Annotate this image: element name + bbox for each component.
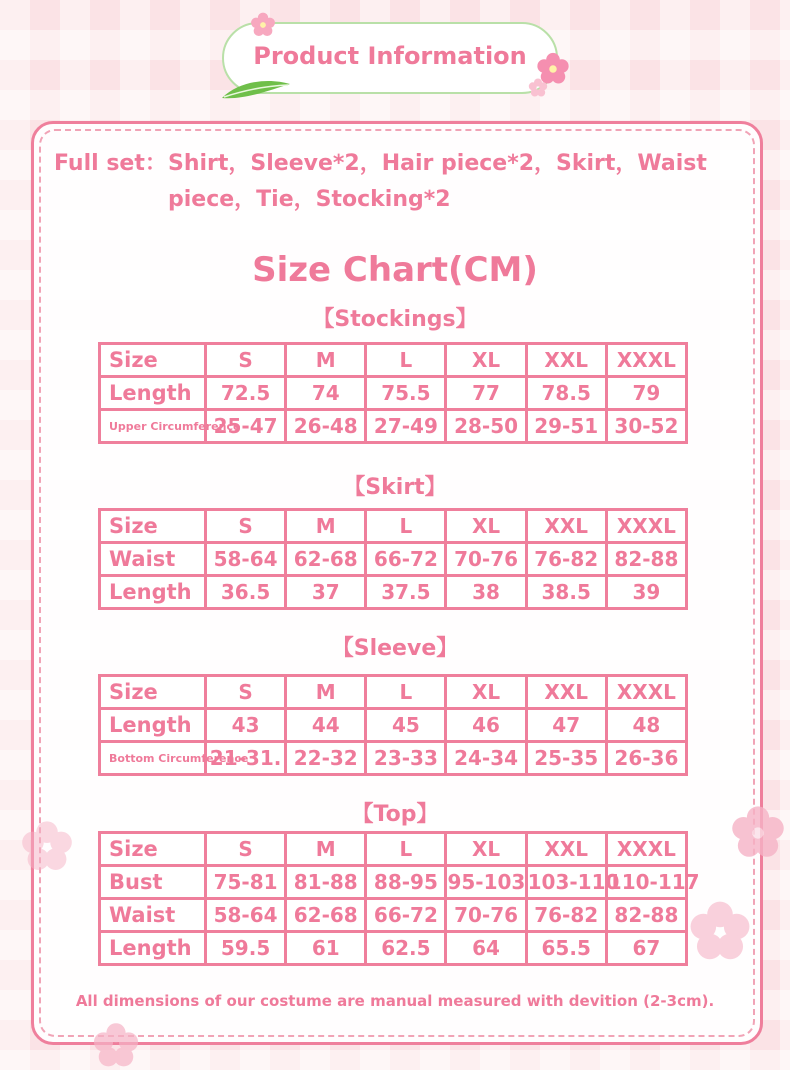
size-column-header: M [286,833,366,866]
table-cell: 76-82 [526,543,606,576]
row-label-cell: Length [100,377,206,410]
table-cell: 26-48 [286,410,366,443]
size-column-header: S [206,676,286,709]
stockings-size-table [98,342,688,444]
table-cell: 78.5 [526,377,606,410]
full-set-description [54,146,754,218]
table-cell: 24-34 [446,742,526,775]
size-column-header: L [366,676,446,709]
table-cell: 72.5 [206,377,286,410]
table-cell: 22-32 [286,742,366,775]
row-label-cell: Length [100,576,206,609]
row-label-cell: Waist [100,543,206,576]
table-cell: 25-35 [526,742,606,775]
size-column-header: S [206,344,286,377]
table-cell: 66-72 [366,899,446,932]
table-cell: 77 [446,377,526,410]
table-cell: 67 [606,932,686,965]
table-cell: 58-64 [206,543,286,576]
size-column-header: L [366,833,446,866]
table-cell: 23-33 [366,742,446,775]
table-cell: 76-82 [526,899,606,932]
table-row [100,709,687,742]
table-cell: 82-88 [606,543,686,576]
table-cell: 38.5 [526,576,606,609]
table-cell: 39 [606,576,686,609]
stockings-section-title: 【Stockings】 [312,307,478,332]
size-column-header: XXL [526,344,606,377]
table-header-row [100,833,687,866]
table-cell: 29-51 [526,410,606,443]
size-column-header: XXL [526,676,606,709]
full-set-line-1: Shirt，Sleeve*2，Hair piece*2，Skirt，Waist [168,151,707,176]
table-row [100,866,687,899]
table-header-row [100,344,687,377]
table-cell: 95-103 [446,866,526,899]
sakura-flower-icon [528,78,548,98]
table-cell: 58-64 [206,899,286,932]
row-label-cell: Length [100,932,206,965]
skirt-size-table [98,508,688,610]
table-header-row [100,510,687,543]
table-cell: 70-76 [446,543,526,576]
full-set-label: Full set： [54,151,167,176]
row-label-cell: Waist [100,899,206,932]
size-header-cell: Size [100,510,206,543]
banner-title: Product Information [253,42,527,70]
table-row [100,899,687,932]
table-cell: 64 [446,932,526,965]
table-row [100,932,687,965]
table-cell: 88-95 [366,866,446,899]
table-cell: 44 [286,709,366,742]
table-cell: 65.5 [526,932,606,965]
table-cell: 75-81 [206,866,286,899]
row-label-cell: Upper Circumference [100,410,206,443]
table-cell: 66-72 [366,543,446,576]
size-column-header: M [286,676,366,709]
table-cell: 62-68 [286,899,366,932]
full-set-line-2: piece，Tie，Stocking*2 [168,187,451,212]
table-row [100,410,687,443]
size-column-header: S [206,510,286,543]
table-cell: 74 [286,377,366,410]
table-cell: 37.5 [366,576,446,609]
size-chart-title: Size Chart(CM) [252,250,538,290]
size-column-header: M [286,344,366,377]
top-size-table [98,831,700,966]
table-cell: 48 [606,709,686,742]
table-cell: 28-50 [446,410,526,443]
table-cell: 46 [446,709,526,742]
size-column-header: XXXL [606,833,686,866]
table-row [100,742,687,775]
measurement-footnote: All dimensions of our costume are manual measured with devition (2-3cm). [75,992,715,1010]
table-row [100,576,687,609]
size-column-header: XXXL [606,344,686,377]
sleeve-size-table [98,674,688,776]
sakura-flower-icon [92,1022,140,1070]
skirt-section-title: 【Skirt】 [343,475,447,500]
row-label-cell: Bust [100,866,206,899]
sakura-flower-icon [250,12,276,38]
table-cell: 26-36 [606,742,686,775]
table-cell: 103-110 [526,866,606,899]
table-cell: 61 [286,932,366,965]
table-cell: 21-31. [206,742,286,775]
table-cell: 75.5 [366,377,446,410]
table-header-row [100,676,687,709]
size-column-header: XXXL [606,510,686,543]
size-column-header: XXL [526,510,606,543]
table-cell: 81-88 [286,866,366,899]
sakura-flower-icon [20,820,74,874]
size-column-header: XXL [526,833,606,866]
size-header-cell: Size [100,344,206,377]
table-cell: 59.5 [206,932,286,965]
table-cell: 25-47 [206,410,286,443]
size-column-header: S [206,833,286,866]
table-cell: 27-49 [366,410,446,443]
table-row [100,377,687,410]
table-cell: 38 [446,576,526,609]
table-cell: 110-117 [606,866,686,899]
table-cell: 37 [286,576,366,609]
size-column-header: L [366,510,446,543]
sakura-flower-icon [688,900,752,964]
size-header-cell: Size [100,676,206,709]
table-cell: 79 [606,377,686,410]
size-column-header: L [366,344,446,377]
size-column-header: M [286,510,366,543]
table-cell: 43 [206,709,286,742]
size-column-header: XL [446,833,526,866]
table-cell: 70-76 [446,899,526,932]
table-cell: 30-52 [606,410,686,443]
table-row [100,543,687,576]
table-cell: 47 [526,709,606,742]
top-section-title: 【Top】 [351,802,439,827]
size-header-cell: Size [100,833,206,866]
size-column-header: XL [446,510,526,543]
row-label-cell: Length [100,709,206,742]
size-column-header: XXXL [606,676,686,709]
table-cell: 62.5 [366,932,446,965]
size-column-header: XL [446,344,526,377]
leaf-icon [220,78,292,102]
table-cell: 82-88 [606,899,686,932]
size-column-header: XL [446,676,526,709]
table-cell: 45 [366,709,446,742]
table-cell: 62-68 [286,543,366,576]
row-label-cell: Bottom Circumference [100,742,206,775]
sleeve-section-title: 【Sleeve】 [331,636,459,661]
table-cell: 36.5 [206,576,286,609]
